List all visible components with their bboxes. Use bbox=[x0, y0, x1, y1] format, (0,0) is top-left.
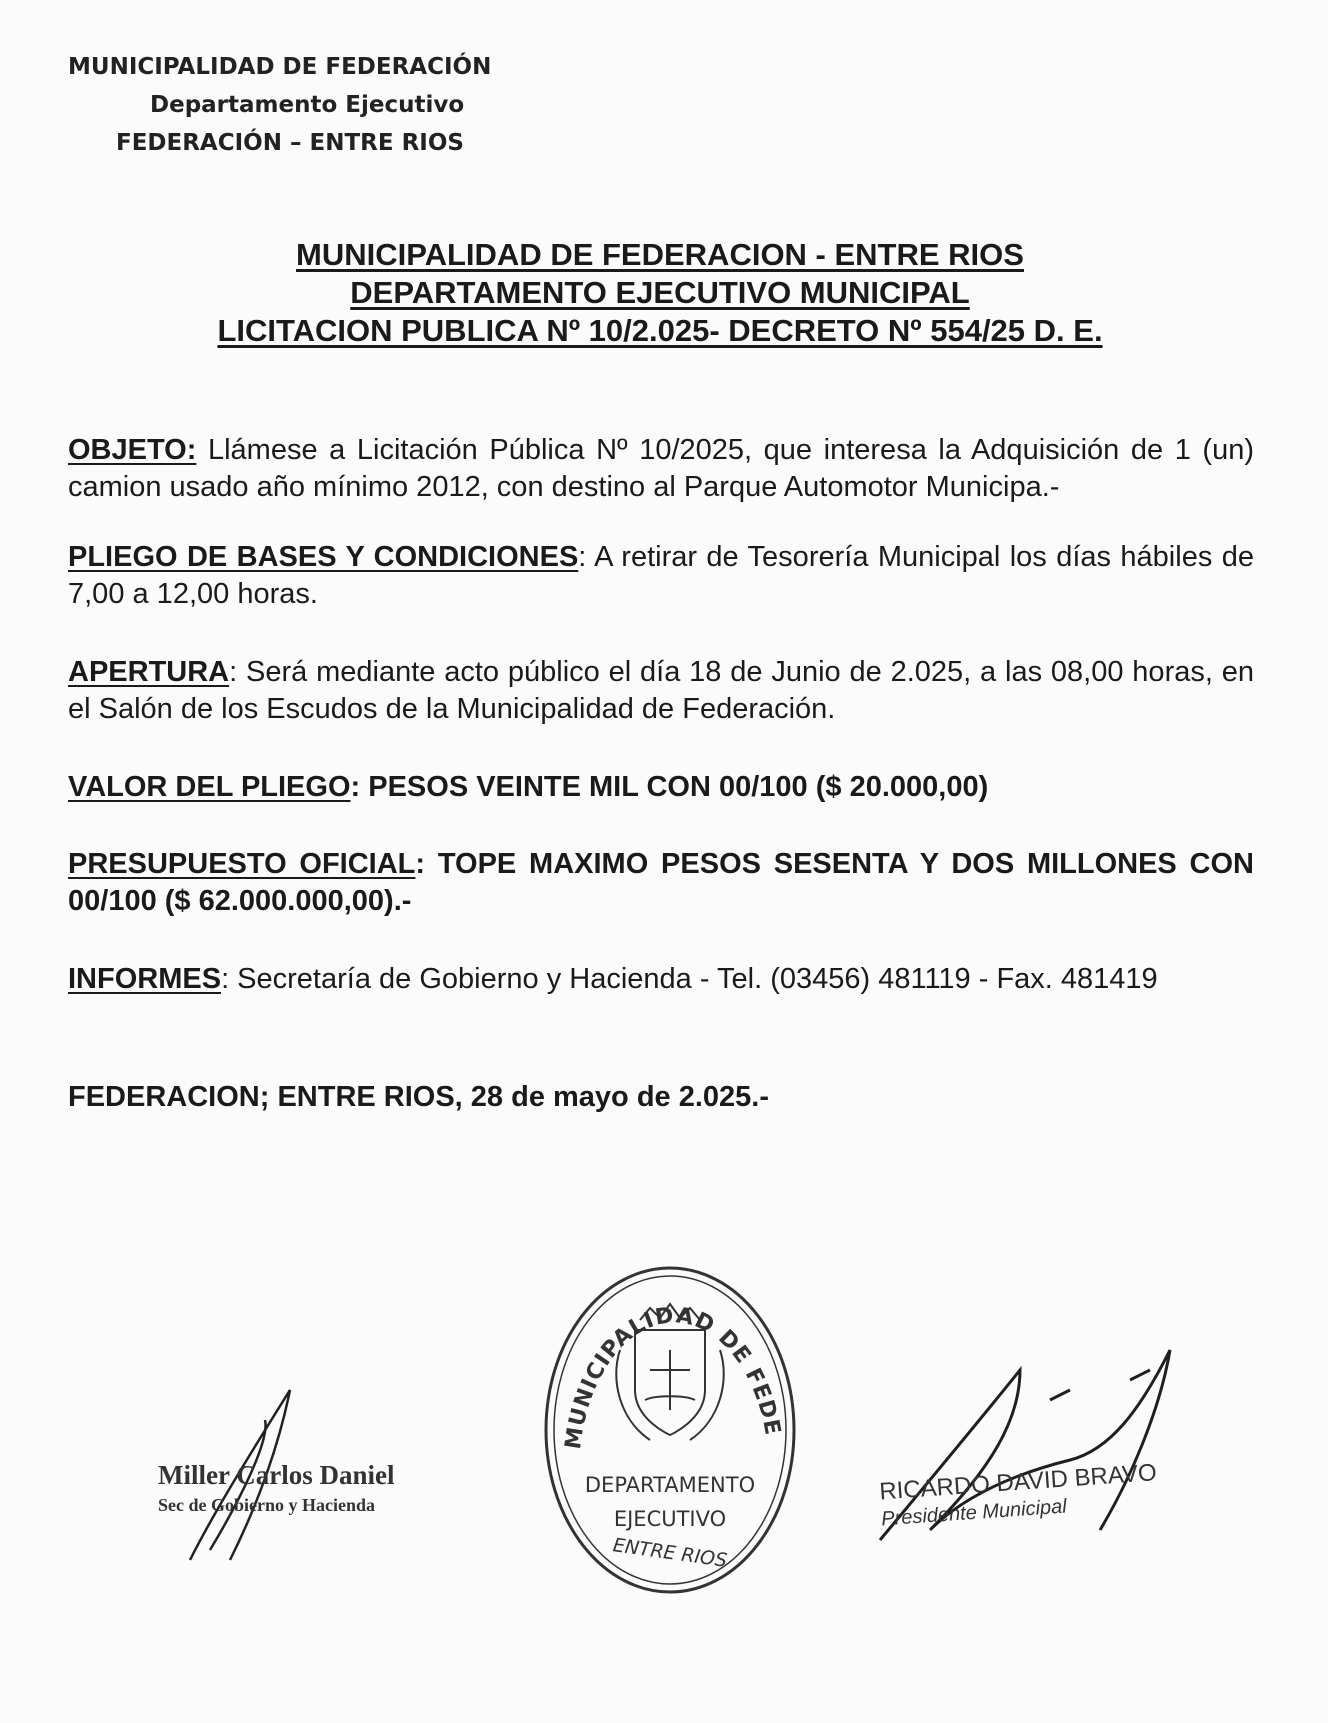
stamp-line-2: EJECUTIVO bbox=[613, 1507, 727, 1531]
signer-right-role: Presidente Municipal bbox=[880, 1495, 1068, 1531]
letterhead-department: Departamento Ejecutivo bbox=[150, 92, 465, 118]
apertura-text: : Será mediante acto público el día 18 de Junio de 2.025, a las 08,00 horas, en el Salón de los Escudos de la Municipalidad de Federación. bbox=[68, 656, 1254, 725]
section-apertura bbox=[68, 654, 1254, 728]
informes-text: : Secretaría de Gobierno y Hacienda - Tel. (03456) 481119 - Fax. 481419 bbox=[221, 963, 1158, 995]
apertura-label: APERTURA bbox=[68, 656, 230, 688]
date-line: FEDERACION; ENTRE RIOS, 28 de mayo de 2.025.- bbox=[68, 1081, 770, 1113]
signer-left-role: Sec de Gobierno y Hacienda bbox=[158, 1495, 375, 1515]
official-stamp bbox=[540, 1260, 800, 1600]
section-valor bbox=[68, 769, 1254, 806]
signer-left-name: Miller Carlos Daniel bbox=[158, 1460, 395, 1490]
informes-label: INFORMES bbox=[68, 963, 222, 995]
presupuesto-label: PRESUPUESTO OFICIAL bbox=[68, 848, 416, 880]
section-informes bbox=[68, 961, 1254, 998]
section-presupuesto bbox=[68, 846, 1254, 920]
signer-right-name: RICARDO DAVID BRAVO bbox=[878, 1459, 1158, 1506]
stamp-ring-text: MUNICIPALIDAD DE FEDE bbox=[560, 1303, 785, 1451]
title-line-1: MUNICIPALIDAD DE FEDERACION - ENTRE RIOS bbox=[296, 237, 1024, 272]
signature-left bbox=[158, 1460, 458, 1516]
section-pliego bbox=[68, 539, 1254, 613]
svg-text:MUNICIPALIDAD DE FEDERACION bbox=[540, 1260, 785, 1451]
objeto-text: Llámese a Licitación Pública Nº 10/2025, que interesa la Adquisición de 1 (un) camion usado año mínimo 2012, con destino al Parque Automotor Municipa.- bbox=[68, 434, 1254, 503]
pliego-text: : A retirar de Tesorería Municipal los días hábiles de 7,00 a 12,00 horas. bbox=[68, 541, 1254, 610]
stamp-line-1: DEPARTAMENTO bbox=[584, 1473, 756, 1497]
document-title bbox=[60, 236, 1260, 350]
title-line-2: DEPARTAMENTO EJECUTIVO MUNICIPAL bbox=[350, 275, 970, 310]
title-line-3: LICITACION PUBLICA Nº 10/2.025- DECRETO Nº 554/25 D. E. bbox=[217, 313, 1103, 348]
valor-label: VALOR DEL PLIEGO bbox=[68, 771, 351, 803]
presupuesto-text: : TOPE MAXIMO PESOS SESENTA Y DOS MILLONES CON 00/100 ($ 62.000.000,00).- bbox=[68, 848, 1254, 917]
stamp-line-3: ENTRE RIOS bbox=[611, 1534, 729, 1572]
section-objeto bbox=[68, 432, 1254, 506]
valor-text: : PESOS VEINTE MIL CON 00/100 ($ 20.000,00) bbox=[350, 771, 989, 803]
objeto-label: OBJETO: bbox=[68, 434, 197, 466]
letterhead-location: FEDERACIÓN – ENTRE RIOS bbox=[116, 130, 464, 156]
pliego-label: PLIEGO DE BASES Y CONDICIONES bbox=[68, 541, 579, 573]
letterhead bbox=[68, 48, 491, 162]
letterhead-municipality: MUNICIPALIDAD DE FEDERACIÓN bbox=[68, 54, 492, 80]
